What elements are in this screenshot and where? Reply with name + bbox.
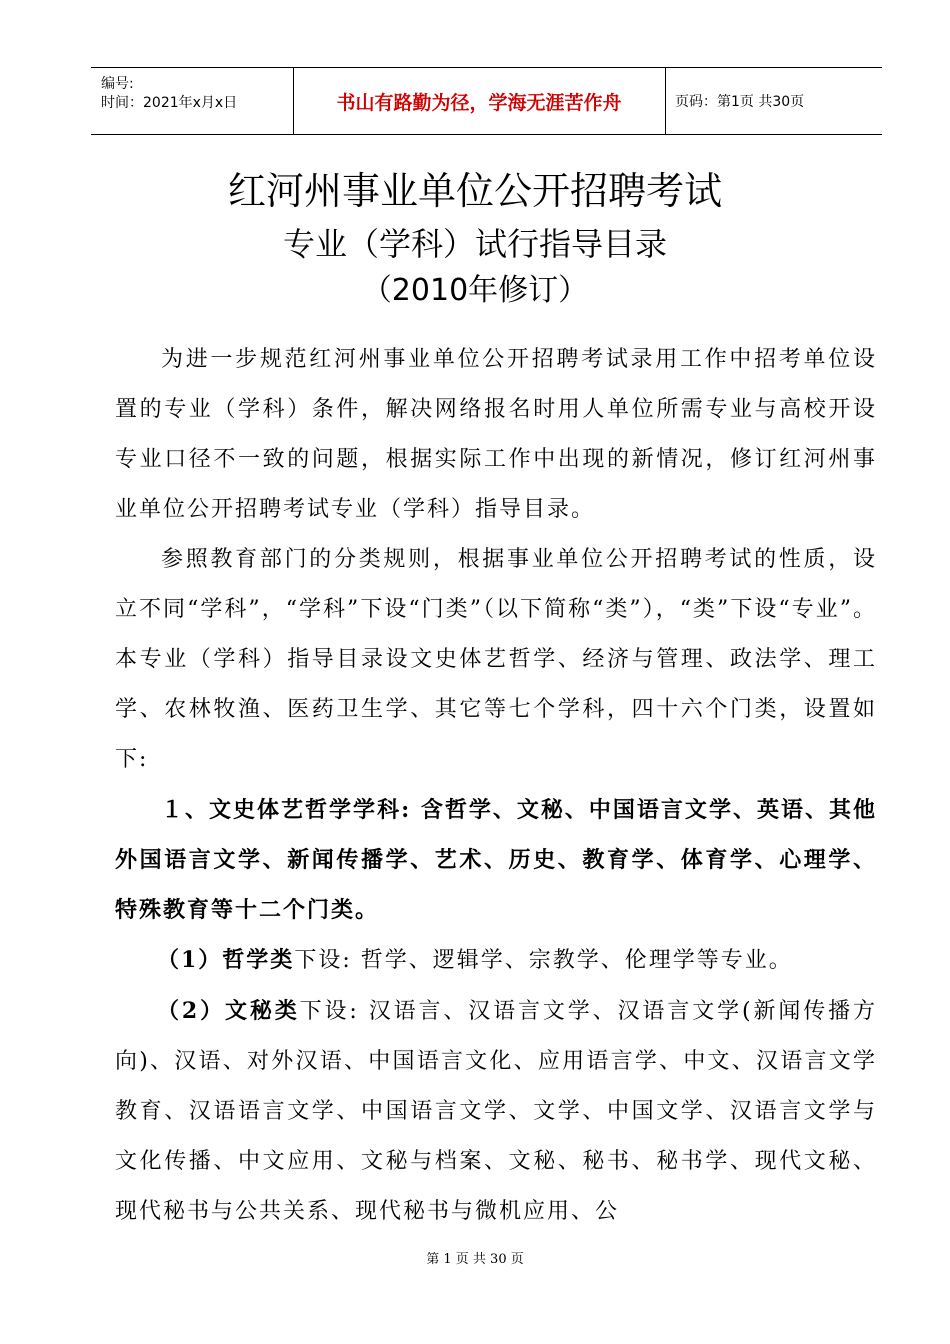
paragraph-secretarial bbox=[115, 986, 877, 1237]
page-footer: 第 1 页 共 30 页 bbox=[426, 1252, 524, 1267]
number-label: 编号: bbox=[101, 76, 134, 92]
sub-title: 专业（学科）试行指导目录 bbox=[282, 225, 667, 263]
header-meta bbox=[91, 68, 294, 134]
revision-title: （2010年修订） bbox=[361, 273, 589, 308]
paragraph-intro: 为进一步规范红河州事业单位公开招聘考试录用工作中招考单位设置的专业（学科）条件，解决网络报名时用人单位所需专业与高校开设专业口径不一致的问题，根据实际工作中出现的新情况，修订红河州事业单位公开招聘考试专业（学科）指导目录。 bbox=[115, 347, 877, 522]
document-header bbox=[91, 67, 882, 135]
header-motto bbox=[293, 68, 666, 134]
document-body bbox=[115, 335, 877, 1237]
category-secretarial-heading: （2）文秘类 bbox=[157, 998, 300, 1024]
paragraph-section-1: １、文史体艺哲学学科: 含哲学、文秘、中国语言文学、英语、其他外国语言文学、新闻传播学、艺术、历史、教育学、体育学、心理学、特殊教育等十二个门类。 bbox=[115, 797, 877, 923]
motto-text: 书山有路勤为径，学海无涯苦作舟 bbox=[336, 91, 622, 114]
main-title: 红河州事业单位公开招聘考试 bbox=[227, 169, 722, 213]
paragraph-rules: 参照教育部门的分类规则，根据事业单位公开招聘考试的性质，设立不同“学科”，“学科”下设“门类”（以下简称“类”），“类”下设“专业”。本专业（学科）指导目录设文史体艺哲学、经济与管理、政法学、理工学、农林牧渔、医药卫生学、其它等七个学科，四十六个门类，设置如下: bbox=[115, 547, 877, 772]
time-label: 时间：2021年x月x日 bbox=[101, 95, 238, 111]
paragraph-philosophy bbox=[115, 935, 877, 986]
category-philosophy-heading: （1）哲学类 bbox=[157, 947, 295, 973]
header-page-info: 页码：第1页 共30页 bbox=[675, 94, 805, 110]
category-philosophy-text: 下设: 哲学、逻辑学、宗教学、伦理学等专业。 bbox=[294, 948, 793, 973]
category-secretarial-text: 下设: 汉语言、汉语言文学、汉语言文学(新闻传播方向)、汉语、对外汉语、中国语言文化、应用语言学、中文、汉语言文学教育、汉语语言文学、中国语言文学、文学、中国文学、汉语言文学与文化传播、中文应用、文秘与档案、文秘、秘书、秘书学、现代文秘、现代秘书与公共关系、现代秘书与微机应用、公 bbox=[115, 999, 877, 1224]
